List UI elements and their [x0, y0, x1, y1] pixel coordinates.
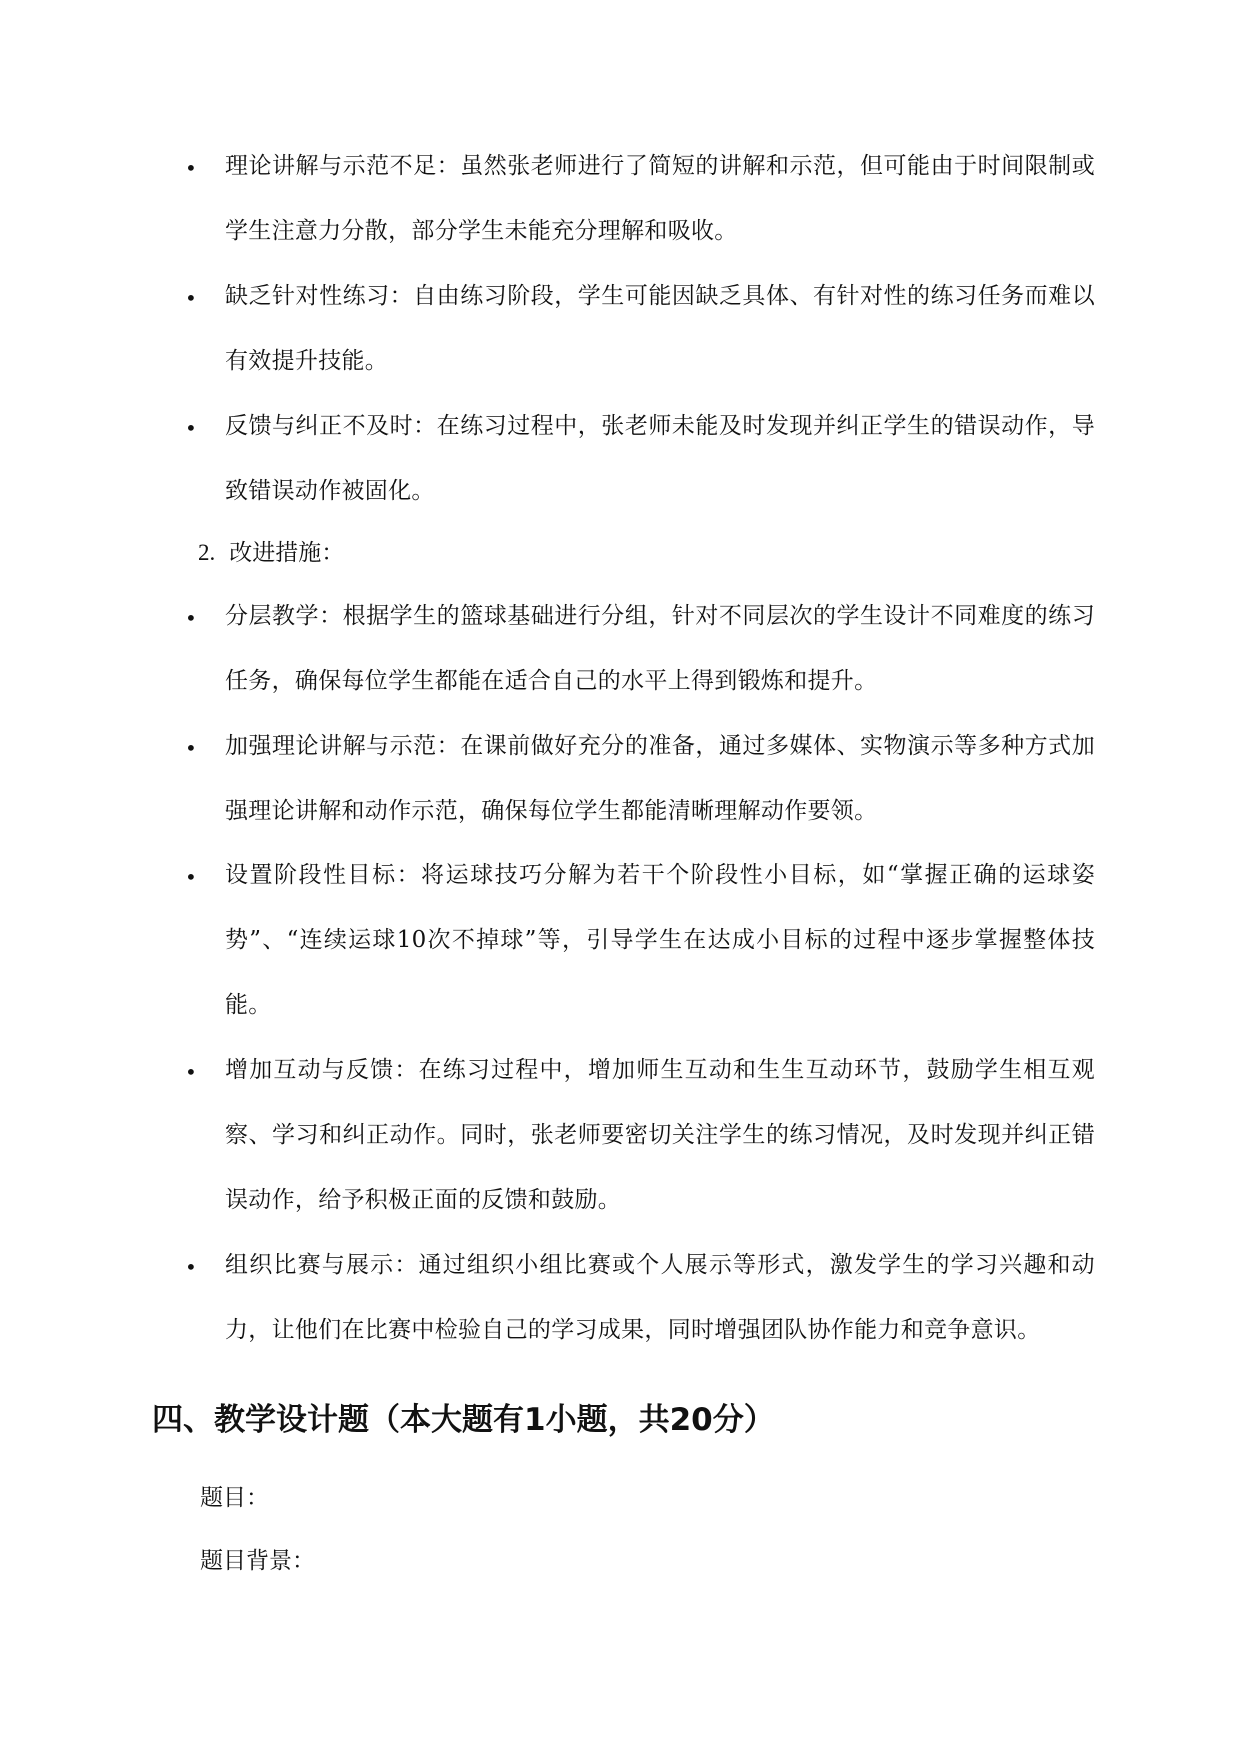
bullet-text: 理论讲解与示范不足：虽然张老师进行了简短的讲解和示范，但可能由于时间限制或学生注意力分散，部分学生未能充分理解和吸收。 [225, 153, 1095, 244]
question-label: 题目： [200, 1485, 269, 1511]
bullet-text: 组织比赛与展示：通过组织小组比赛或个人展示等形式，激发学生的学习兴趣和动力，让他们在比赛中检验自己的学习成果，同时增强团队协作能力和竞争意识。 [225, 1252, 1095, 1343]
bullet-icon: • [185, 1255, 197, 1279]
bullet-icon: • [185, 416, 197, 440]
bullet-text: 设置阶段性目标：将运球技巧分解为若干个阶段性小目标，如“掌握正确的运球姿势”、“连续运球10次不掉球”等，引导学生在达成小目标的过程中逐步掌握整体技能。 [225, 862, 1095, 1018]
bullet-text: 增加互动与反馈：在练习过程中，增加师生互动和生生互动环节，鼓励学生相互观察、学习和纠正动作。同时，张老师要密切关注学生的练习情况，及时发现并纠正错误动作，给予积极正面的反馈和鼓励。 [225, 1057, 1095, 1213]
bullet-text: 加强理论讲解与示范：在课前做好充分的准备，通过多媒体、实物演示等多种方式加强理论讲解和动作示范，确保每位学生都能清晰理解动作要领。 [225, 733, 1095, 824]
item-label: 改进措施： [229, 540, 345, 566]
bullet-icon: • [185, 286, 197, 310]
bullet-text: 缺乏针对性练习：自由练习阶段，学生可能因缺乏具体、有针对性的练习任务而难以有效提升技能。 [225, 283, 1095, 374]
bullet-icon: • [185, 736, 197, 760]
bullet-icon: • [185, 606, 197, 630]
background-label: 题目背景： [200, 1548, 315, 1574]
bullet-text: 反馈与纠正不及时：在练习过程中，张老师未能及时发现并纠正学生的错误动作，导致错误动作被固化。 [225, 413, 1095, 504]
bullet-icon: • [185, 156, 197, 180]
numbered-item-improvement [198, 538, 344, 568]
item-number: 2. [198, 540, 216, 565]
bullet-text: 分层教学：根据学生的篮球基础进行分组，针对不同层次的学生设计不同难度的练习任务，确保每位学生都能在适合自己的水平上得到锻炼和提升。 [225, 603, 1095, 694]
bullet-icon: • [185, 1060, 197, 1084]
section-heading: 四、教学设计题（本大题有1小题，共20分） [152, 1402, 775, 1438]
bullet-icon: • [185, 865, 197, 889]
